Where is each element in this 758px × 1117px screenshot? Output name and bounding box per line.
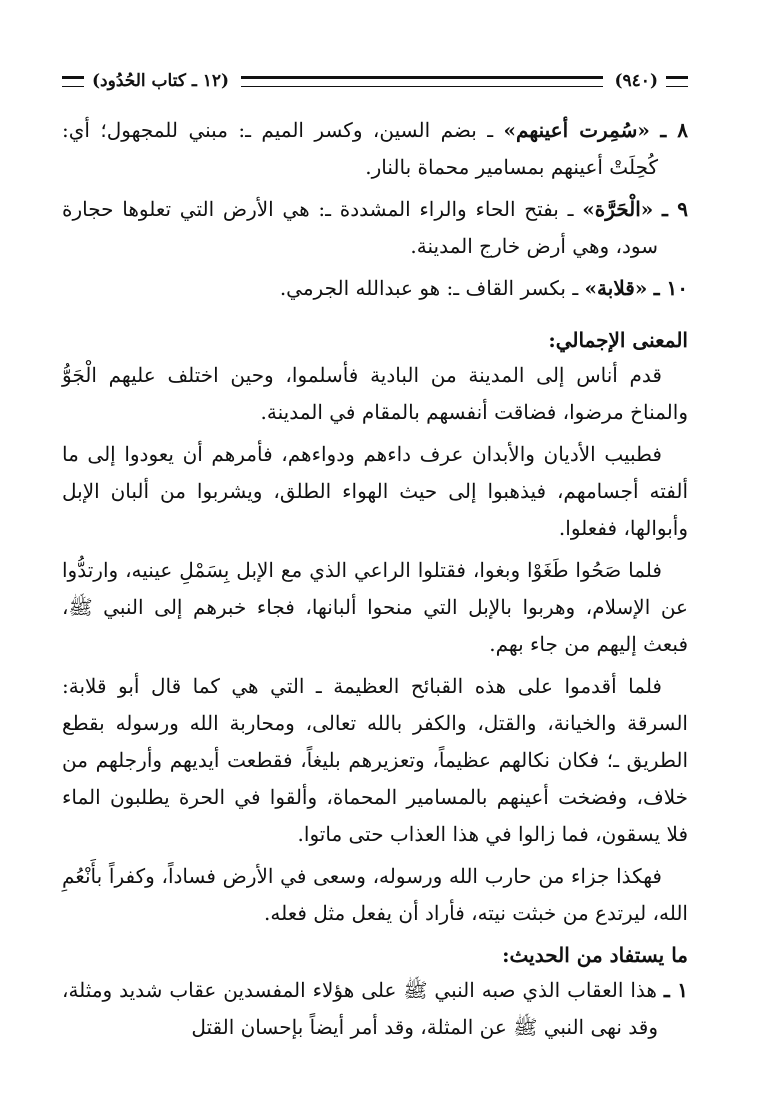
glossary-term: «الْحَرَّة» bbox=[582, 197, 654, 221]
header-rule-right-stub bbox=[666, 76, 688, 87]
page-number: (٩٤٠) bbox=[614, 71, 658, 91]
item-number: ١٠ ـ bbox=[653, 276, 688, 300]
item-number: ١ ـ bbox=[663, 978, 688, 1002]
summary-paragraph: قدم أناس إلى المدينة من البادية فأسلموا، وحين اختلف عليهم الْجَوُّ والمناخ مرضوا، فضاقت أنفسهم بالمقام في المدينة. bbox=[62, 363, 688, 424]
glossary-definition: ـ بكسر القاف ـ: هو عبدالله الجرمي. bbox=[279, 276, 585, 300]
item-number: ٨ ـ bbox=[660, 118, 688, 142]
header-rule bbox=[241, 76, 602, 87]
page-header bbox=[62, 66, 688, 96]
header-rule-left-stub bbox=[62, 76, 84, 87]
benefit-text: هذا العقاب الذي صبه النبي ﷺ على هؤلاء المفسدين عقاب شديد ومثلة، وقد نهى النبي ﷺ عن المثلة، وقد أمر أيضاً بإحسان القتل bbox=[62, 978, 664, 1039]
glossary-definition: ـ بفتح الحاء والراء المشددة ـ: هي الأرض التي تعلوها حجارة سود، وهي أرض خارج المدينة. bbox=[62, 197, 658, 258]
summary-paragraph: فطبيب الأديان والأبدان عرف داءهم ودواءهم، فأمرهم أن يعودوا إلى ما ألفته أجسامهم، فيذهبوا إلى حيث الهواء الطلق، ويشربوا من ألبان الإبل وأبوالها، ففعلوا. bbox=[62, 442, 688, 540]
glossary-item bbox=[62, 112, 688, 186]
page-body bbox=[62, 112, 688, 1051]
benefits-heading: ما يستفاد من الحديث: bbox=[502, 943, 688, 967]
glossary-definition: ـ بضم السين، وكسر الميم ـ: مبني للمجهول؛ أي: كُحِلَتْ أعينهم بمسامير محماة بالنار. bbox=[62, 118, 658, 179]
glossary-item bbox=[62, 270, 688, 307]
summary-paragraph: فلما أقدموا على هذه القبائح العظيمة ـ التي هي كما قال أبو قلابة: السرقة والخيانة، والقتل، والكفر بالله تعالى، ومحاربة الله ورسوله بقطع الطريق ـ؛ فكان نكالهم عظيماً، وتعزيرهم بليغاً، فقطعت أيديهم وأرجلهم من خلاف، وفضخت أعينهم بالمسامير المحماة، وألقوا في الحرة يطلبون الماء فلا يسقون، فما زالوا في هذا العذاب حتى ماتوا. bbox=[62, 674, 688, 846]
summary-heading: المعنى الإجمالي: bbox=[548, 328, 688, 352]
chapter-title: (١٢ ـ كتاب الحُدُود) bbox=[92, 71, 230, 91]
glossary-term: «سُمِرت أعينهم» bbox=[503, 118, 650, 142]
benefit-item bbox=[62, 972, 688, 1046]
summary-paragraph: فلما صَحُوا طَغَوْا وبغوا، فقتلوا الراعي الذي مع الإبل بِسَمْلِ عينيه، وارتدُّوا عن الإسلام، وهربوا بالإبل التي منحوا ألبانها، فجاء خبرهم إلى النبي ﷺ، فبعث إليهم من جاء بهم. bbox=[62, 558, 688, 656]
item-number: ٩ ـ bbox=[662, 197, 689, 221]
summary-paragraph: فهكذا جزاء من حارب الله ورسوله، وسعى في الأرض فساداً، وكفراً بأَنْعُمِ الله، ليرتدع من خبثت نيته، فأراد أن يفعل مثل فعله. bbox=[62, 864, 688, 925]
glossary-term: «قلابة» bbox=[584, 276, 648, 300]
glossary-item bbox=[62, 191, 688, 265]
